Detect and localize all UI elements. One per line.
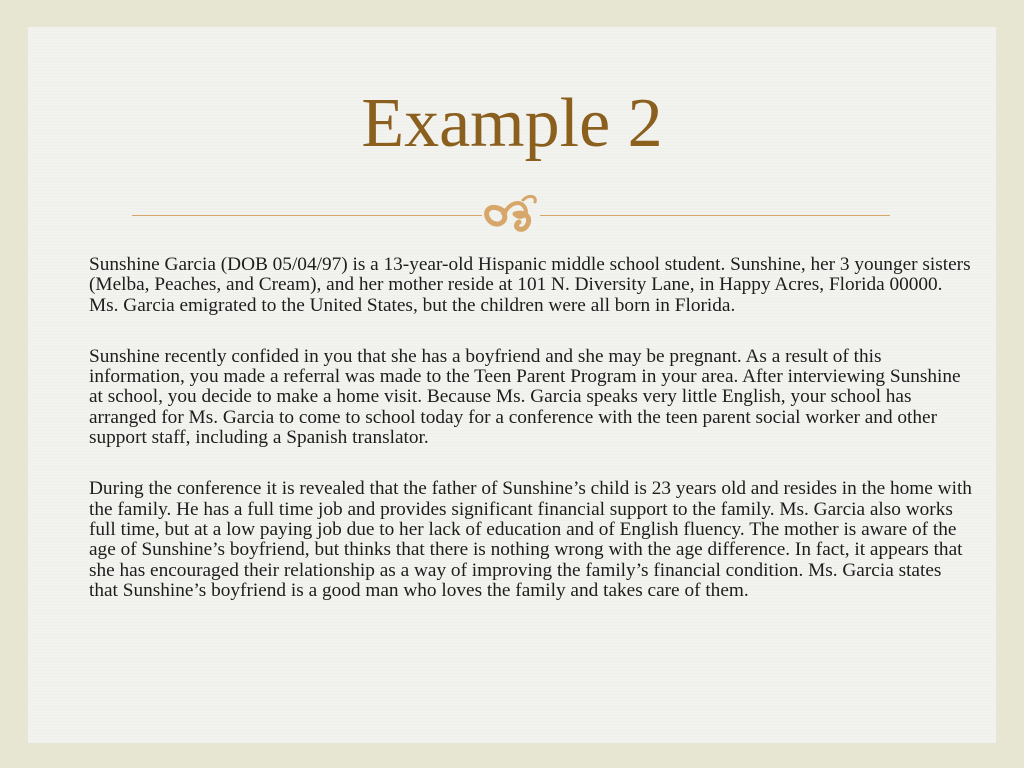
paragraph-1: Sunshine Garcia (DOB 05/04/97) is a 13-year-old Hispanic middle school student. Sunshine, her 3 younger sisters (Melba, Peaches, and Cream), and her mother reside at 101 N. Diversity Lane, in Happy Acres, Florida 00000. Ms. Garcia emigrated to the United States, but the children were all born in Florida. (89, 254, 971, 316)
paragraph-2: Sunshine recently confided in you that she has a boyfriend and she may be pregnant. As a result of this information, you made a referral was made to the Teen Parent Program in your area. After interviewing Sunshine at school, you decide to make a home visit. Because Ms. Garcia speaks very little English, your school has arranged for Ms. Garcia to come to school today for a conference with the teen parent social worker and other support staff, including a Spanish translator. (89, 345, 961, 449)
decorative-swash-icon (475, 190, 551, 234)
divider-line-right (540, 215, 890, 216)
title-divider (130, 190, 892, 234)
slide-body (89, 255, 973, 632)
slide-title: Example 2 (361, 85, 663, 162)
divider-line-left (132, 215, 482, 216)
paragraph-3: During the conference it is revealed that the father of Sunshine’s child is 23 years old and resides in the home with the family. He has a full time job and provides significant financial support to the family. Ms. Garcia also works full time, but at a low paying job due to her lack of education and of English fluency. The mother is aware of the age of Sunshine’s boyfriend, but thinks that there is nothing wrong with the age difference. In fact, it appears that she has encouraged their relationship as a way of improving the family’s financial condition. Ms. Garcia states that Sunshine’s boyfriend is a good man who loves the family and takes care of them. (89, 478, 972, 601)
